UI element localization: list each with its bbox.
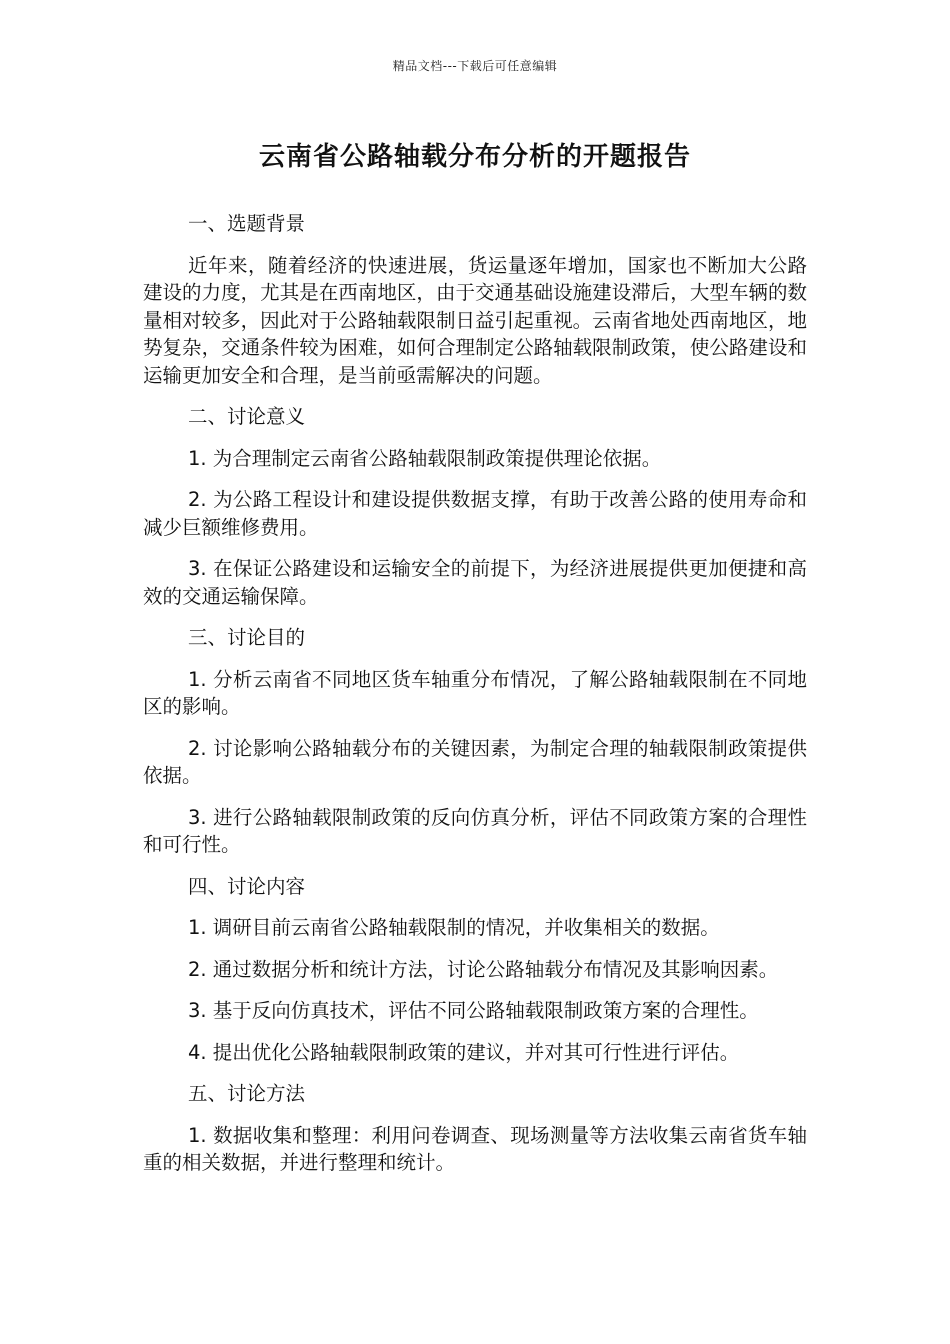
list-item: 3. 基于反向仿真技术，评估不同公路轴载限制政策方案的合理性。 (188, 999, 759, 1022)
list-item: 2. 通过数据分析和统计方法，讨论公路轴载分布情况及其影响因素。 (188, 957, 779, 981)
list-item: 2. 讨论影响公路轴载分布的关键因素，为制定合理的轴载限制政策提供依据。 (143, 736, 807, 787)
document-body (143, 210, 807, 1191)
list-item: 3. 在保证公路建设和运输安全的前提下，为经济进展提供更加便捷和高效的交通运输保障。 (143, 557, 807, 608)
list-item: 3. 进行公路轴载限制政策的反向仿真分析，评估不同政策方案的合理性和可行性。 (143, 805, 807, 856)
list-item: 4. 提出优化公路轴载限制政策的建议，并对其可行性进行评估。 (188, 1040, 740, 1064)
section-heading-background: 一、选题背景 (188, 212, 306, 235)
list-item: 1. 调研目前云南省公路轴载限制的情况，并收集相关的数据。 (188, 916, 720, 939)
paragraph-background: 近年来，随着经济的快速进展，货运量逐年增加，国家也不断加大公路建设的力度，尤其是在西南地区，由于交通基础设施建设滞后，大型车辆的数量相对较多，因此对于公路轴载限制日益引起重视。云南省地处西南地区，地势复杂，交通条件较为困难，如何合理制定公路轴载限制政策，使公路建设和运输更加安全和合理，是当前亟需解决的问题。 (143, 253, 807, 387)
list-item: 1. 数据收集和整理：利用问卷调查、现场测量等方法收集云南省货车轴重的相关数据，并进行整理和统计。 (143, 1123, 807, 1174)
header-note: 精品文档---下载后可任意编辑 (392, 59, 558, 73)
section-heading-significance: 二、讨论意义 (188, 405, 306, 428)
section-heading-methods: 五、讨论方法 (188, 1082, 306, 1105)
list-item: 1. 为合理制定云南省公路轴载限制政策提供理论依据。 (188, 446, 662, 470)
section-heading-purpose: 三、讨论目的 (188, 626, 306, 649)
list-item: 1. 分析云南省不同地区货车轴重分布情况，了解公路轴载限制在不同地区的影响。 (143, 667, 807, 718)
document-title: 云南省公路轴载分布分析的开题报告 (258, 142, 691, 172)
section-heading-content: 四、讨论内容 (188, 874, 306, 898)
list-item: 2. 为公路工程设计和建设提供数据支撑，有助于改善公路的使用寿命和减少巨额维修费用。 (143, 488, 807, 539)
